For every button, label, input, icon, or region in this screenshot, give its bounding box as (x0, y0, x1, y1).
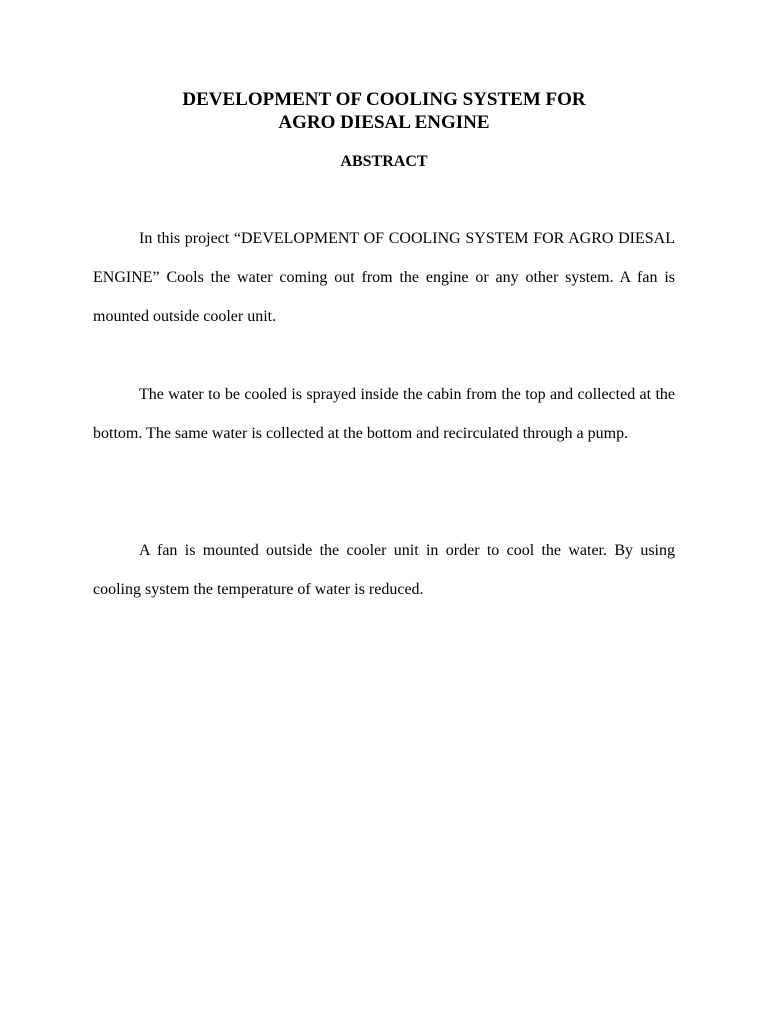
abstract-heading: ABSTRACT (340, 153, 428, 170)
document-title-line-2: AGRO DIESAL ENGINE (278, 112, 490, 133)
abstract-paragraph-2: The water to be cooled is sprayed inside the cabin from the top and collected at the bottom. The same water is collected at the bottom and recirculated through a pump. (93, 386, 675, 442)
abstract-paragraph-1: In this project “DEVELOPMENT OF COOLING SYSTEM FOR AGRO DIESAL ENGINE” Cools the water coming out from the engine or any other system. A fan is mounted outside cooler unit. (93, 230, 675, 325)
abstract-paragraph-3: A fan is mounted outside the cooler unit in order to cool the water. By using cooling system the temperature of water is reduced. (93, 542, 675, 598)
document-title-line-1: DEVELOPMENT OF COOLING SYSTEM FOR (182, 89, 586, 110)
